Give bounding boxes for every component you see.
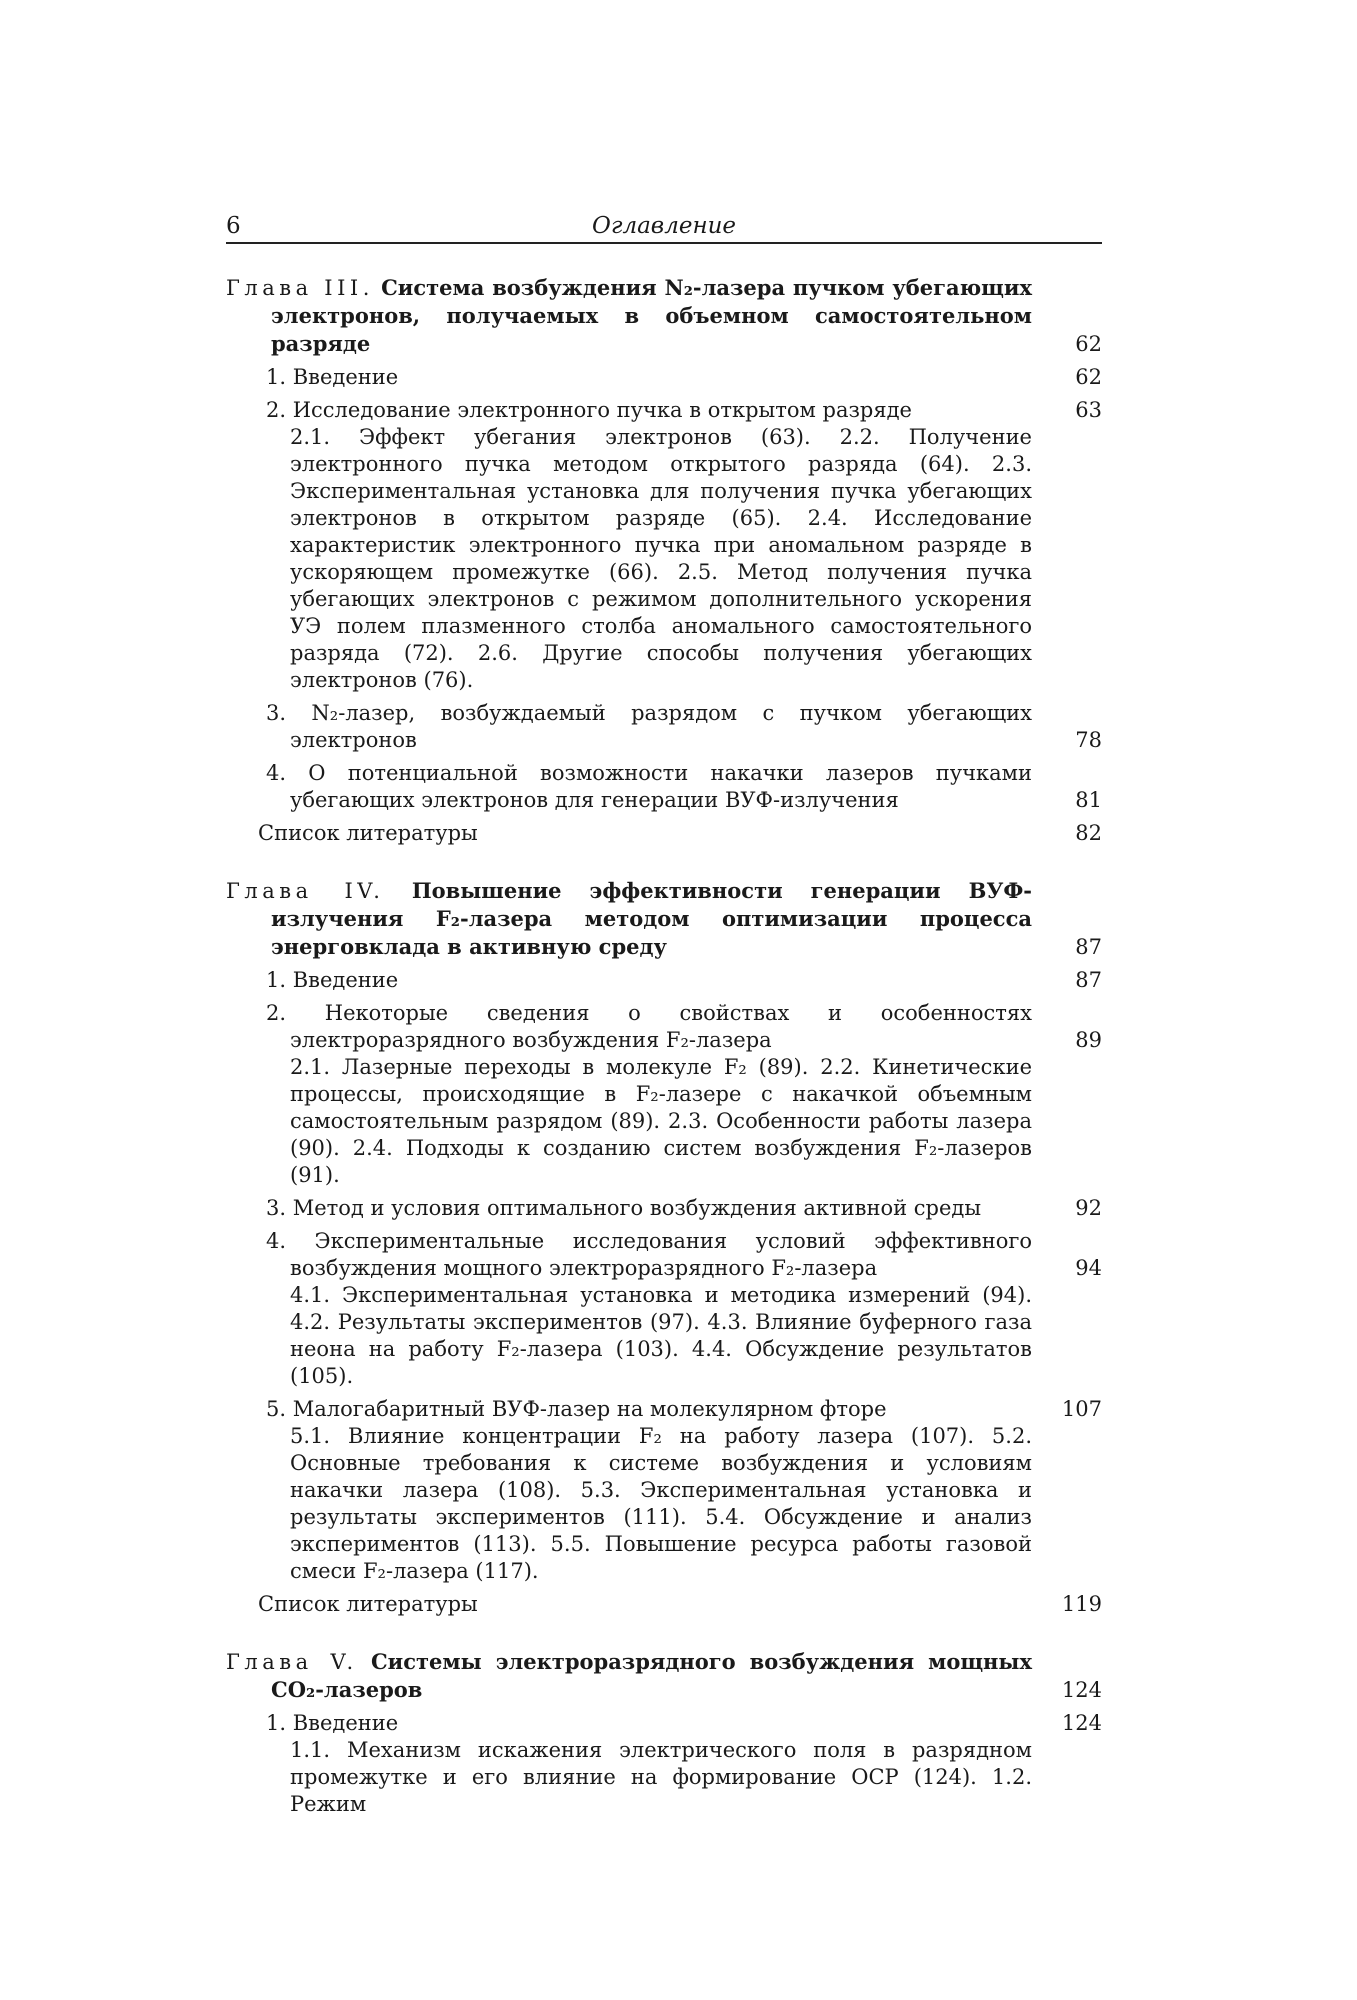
toc-entry: [226, 1396, 1102, 1423]
toc-entry-title: 2. Некоторые сведения о свойствах и особенностях электроразрядного возбуждения F₂-лазера: [266, 1001, 1032, 1052]
chapter-label: Глава V.: [226, 1650, 358, 1674]
toc-entry-page: 62: [1075, 365, 1102, 389]
toc-entry: [226, 1000, 1102, 1054]
references-label: Список литературы: [258, 1592, 478, 1616]
chapter-label: Глава IV.: [226, 879, 385, 903]
chapter-title: Повышение эффективности генерации ВУФ-излучения F₂-лазера методом оптимизации процесса энерговклада в активную среду: [271, 878, 1032, 959]
references-entry: [226, 820, 1102, 847]
chapter-heading-text: [226, 274, 1032, 358]
chapter-heading-text: [226, 877, 1032, 961]
toc-entry-title: 5. Малогабаритный ВУФ-лазер на молекулярном фторе: [266, 1397, 887, 1421]
chapter-page: 87: [1075, 935, 1102, 959]
toc-entry-page: 94: [1075, 1256, 1102, 1280]
toc-entry-title: 1. Введение: [266, 1711, 399, 1735]
table-of-contents: [226, 274, 1102, 1818]
chapter-heading: [226, 1648, 1102, 1704]
page: [226, 212, 1102, 1818]
toc-entry-title: 2. Исследование электронного пучка в открытом разряде: [266, 398, 912, 422]
references-label: Список литературы: [258, 821, 478, 845]
chapter-label: Глава III.: [226, 276, 374, 300]
chapter: [226, 274, 1102, 847]
toc-entry: [226, 967, 1102, 994]
references-page: 119: [1061, 1592, 1102, 1616]
toc-subsections: 4.1. Экспериментальная установка и методика измерений (94). 4.2. Результаты экспериментов (97). 4.3. Влияние буферного газа неона на работу F₂-лазера (103). 4.4. Обсуждение результатов (105).: [290, 1283, 1032, 1388]
toc-entry-title: 3. N₂-лазер, возбуждаемый разрядом с пучком убегающих электронов: [266, 701, 1032, 752]
toc-entry-title: 4. Экспериментальные исследования условий эффективного возбуждения мощного электроразрядного F₂-лазера: [266, 1229, 1032, 1280]
toc-entry-page: 63: [1075, 398, 1102, 422]
chapter-heading: [226, 274, 1102, 358]
toc-entry: [226, 364, 1102, 391]
toc-subsections: 2.1. Эффект убегания электронов (63). 2.2. Получение электронного пучка методом открытого разряда (64). 2.3. Экспериментальная установка для получения пучка убегающих электронов в открытом разряде (65). 2.4. Исследование характеристик электронного пучка при аномальном разряде в ускоряющем промежутке (66). 2.5. Метод получения пучка убегающих электронов с режимом дополнительного ускорения УЭ полем плазменного столба аномального самостоятельного разряда (72). 2.6. Другие способы получения убегающих электронов (76).: [290, 425, 1032, 692]
chapter-page: 62: [1075, 332, 1102, 356]
toc-subsections: 5.1. Влияние концентрации F₂ на работу лазера (107). 5.2. Основные требования к системе возбуждения и условиям накачки лазера (108). 5.3. Экспериментальная установка и результаты экспериментов (111). 5.4. Обсуждение и анализ экспериментов (113). 5.5. Повышение ресурса работы газовой смеси F₂-лазера (117).: [290, 1424, 1032, 1583]
page-number: 6: [226, 213, 241, 239]
chapter-page: 124: [1061, 1678, 1102, 1702]
toc-entry: [226, 1710, 1102, 1737]
chapter: [226, 1648, 1102, 1818]
chapter-heading-text: [226, 1648, 1032, 1704]
toc-entry-title: 4. О потенциальной возможности накачки лазеров пучками убегающих электронов для генерации ВУФ-излучения: [266, 761, 1032, 812]
chapter-title: Системы электроразрядного возбуждения мощных CO₂-лазеров: [271, 1649, 1032, 1702]
chapter-title: Система возбуждения N₂-лазера пучком убегающих электронов, получаемых в объемном самостоятельном разряде: [271, 275, 1032, 356]
toc-entry-page: 87: [1075, 968, 1102, 992]
toc-entry: [226, 760, 1102, 814]
toc-entry-title: 1. Введение: [266, 968, 399, 992]
toc-entry-page: 124: [1061, 1711, 1102, 1735]
toc-entry-page: 92: [1075, 1196, 1102, 1220]
toc-entry-title: 3. Метод и условия оптимального возбуждения активной среды: [266, 1196, 982, 1220]
references-entry: [226, 1591, 1102, 1618]
toc-entry-title: 1. Введение: [266, 365, 399, 389]
running-header: [226, 212, 1102, 244]
running-title: Оглавление: [591, 213, 737, 239]
toc-entry-page: 78: [1075, 728, 1102, 752]
toc-entry: [226, 1195, 1102, 1222]
toc-entry: [226, 700, 1102, 754]
toc-subsections: 1.1. Механизм искажения электрического поля в разрядном промежутке и его влияние на формирование ОСР (124). 1.2. Режим: [290, 1738, 1032, 1816]
toc-entry: [226, 397, 1102, 424]
references-page: 82: [1075, 821, 1102, 845]
toc-entry-page: 107: [1061, 1397, 1102, 1421]
chapter: [226, 877, 1102, 1618]
toc-subsections: 2.1. Лазерные переходы в молекуле F₂ (89). 2.2. Кинетические процессы, происходящие в F₂-лазере с накачкой объемным самостоятельным разрядом (89). 2.3. Особенности работы лазера (90). 2.4. Подходы к созданию систем возбуждения F₂-лазеров (91).: [290, 1055, 1032, 1187]
toc-entry: [226, 1228, 1102, 1282]
toc-entry-page: 89: [1075, 1028, 1102, 1052]
chapter-heading: [226, 877, 1102, 961]
toc-entry-page: 81: [1075, 788, 1102, 812]
